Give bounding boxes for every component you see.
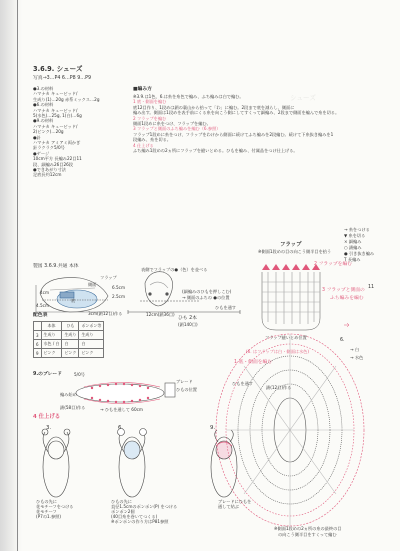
finish-num-6: 6. (118, 425, 124, 431)
materials-line: 10cm平方 長編み22目11 (33, 156, 82, 162)
finish3-line: ひもの先に (36, 499, 57, 504)
chart-foot-note1: ※側面1段めの2ヵ所の糸の最終の目 (274, 526, 342, 531)
materials-line: ●9.の材料 (33, 118, 54, 124)
braid-label-braid: ブレード (176, 379, 193, 384)
finish3-line: 花モチーフをつける (36, 504, 74, 509)
chart-flap-join: フラップ縫いとめ位置 (265, 335, 307, 340)
color-table-title: 配色表 (33, 313, 48, 318)
chart-step2: 2 フラップを編む (314, 262, 353, 267)
table-cell: 白 (79, 340, 104, 349)
label-soko: 底 (71, 298, 76, 303)
photo-pages: 写真→3…P4 6…P8 9…P9 (33, 76, 92, 81)
legend-line: → 糸をつける (344, 227, 370, 232)
finish6-line: ポンポン2個 (111, 509, 135, 514)
finish-num-3: 3. (46, 425, 52, 431)
instructions-line: ふち編み1段めの2ヵ所にフラップを縫いとめる。ひもを編み、付属品をつけ仕上げる。 (133, 148, 298, 153)
finish-title: 4 仕上げる (33, 414, 61, 420)
diagram-caption: 製図 3.6.9.共通 本体 (33, 264, 79, 269)
label-size-c: 2.5cm (112, 294, 126, 299)
flap-chart-scallops (262, 264, 320, 270)
ghost-text: シューズ (290, 94, 316, 102)
label-size-a: 6.5cm (112, 285, 126, 290)
materials-line: ●3.の材料 (33, 86, 54, 91)
instructions-line: フラップ1段めに糸をつけ、フラップをわけから側面に続けてふち編みを2段編む。続けて下糸抜き編みを1 (133, 131, 334, 137)
finish3-line: 花モチーフ (36, 509, 57, 514)
chart-label-white: → 白 (350, 347, 360, 352)
finish6-line: ※ポンポンの作り方はP81参照 (111, 519, 169, 524)
instructions-line: 4 仕上げる (133, 142, 154, 148)
instructions-line: 編み出す。側面は1段めを表手前にくる糸を向こう側にしてすくって細編み、2段まで側面を編んで糸を切る。 (133, 110, 340, 116)
label-size-f: 4.5cm (36, 303, 50, 308)
braid-label-chain: 鎖(58目)作る (60, 405, 86, 410)
chart-step1: 1 底・側面を編む (234, 360, 273, 365)
table-header-cell: ポンポン等 (79, 322, 104, 331)
finish-sketch-9 (211, 430, 237, 497)
legend-marks (344, 323, 349, 327)
legend-line: ○ 鎖編み (344, 245, 362, 250)
table-row (34, 331, 104, 340)
table-cell: 6 (34, 340, 42, 349)
legend-line: ▼ 糸を切る (344, 233, 366, 238)
label-rope-count: ひも 2本 (178, 316, 197, 321)
materials-line: ハマナカ キュービッド/ (33, 91, 78, 97)
table-row (34, 340, 104, 349)
materials-line: 針ラクラク5/0号 (33, 145, 65, 151)
materials-line: 段、細編み26目26段 (33, 161, 73, 167)
materials-line: ハマナカ キュービッド/ (33, 123, 78, 129)
chart-flap-note: ※側面1段めの目の向こう側半目を拾う (258, 249, 332, 254)
materials-line: ハマナカ キュービッド/ (33, 107, 78, 113)
materials-line: ●できあがり寸法 (33, 167, 66, 172)
legend-line: ● 引き抜き編み (344, 251, 375, 256)
braid-label-start: 編み始め (60, 392, 77, 397)
page-number: 11 (368, 285, 375, 290)
label-size-h: 12cm(鎖36目) (146, 312, 175, 317)
section-heading: ■編み方 (133, 87, 152, 92)
chart-rope-note: ひもを通す (232, 381, 253, 386)
finish-num-9: 9. (210, 425, 216, 431)
table-cell: 生成り (79, 331, 104, 340)
label-size-e: 4cm (40, 290, 50, 295)
braid-diagram (76, 383, 175, 404)
color-table (33, 321, 104, 358)
chart-label-6: 6. (340, 338, 345, 343)
table-cell: ピンク (62, 349, 79, 358)
label-sokomen: 側面 (88, 282, 97, 287)
label-rope-note3: ひもを通す (215, 305, 236, 310)
instructions-line: 1 底・側面を編む (133, 99, 167, 105)
braid-label-note: → ひもを通して 60cm (100, 407, 144, 412)
finish-sketch-6 (118, 429, 147, 498)
instructions-line: 段編み、糸を切る。 (133, 137, 171, 143)
label-rope-note: (細編みのひもを押しこむ) (182, 289, 232, 294)
materials-line: ●ゲージ (33, 150, 50, 156)
finish6-line: 直径1.5cmのポンポン(P) をつける (111, 504, 178, 509)
color-table-header (34, 322, 104, 331)
instructions-line: 2 フラップを編む (133, 115, 167, 121)
finish3-line: (P7の1.参照) (36, 514, 62, 519)
table-cell: 3 (34, 331, 42, 340)
table-cell: 生成り (62, 331, 79, 340)
chart-label-water: → 水色 (350, 355, 364, 360)
finish9-line: ブレードにひもを (218, 499, 252, 504)
instructions-line: 底12目作り、1段めは鎖の裏山から拾って「わ」に編む。2段まで底を減らし、側面に (133, 104, 295, 110)
chart-chain-note: 鎖(12目)作る (266, 385, 292, 390)
table-header-cell: 本体 (41, 322, 62, 331)
finish9-line: 通して結ぶ (218, 504, 239, 509)
braid-label-rope: ひもの位置 (176, 387, 197, 392)
chart-flap-title: フラップ (280, 242, 302, 248)
materials-line: ハマナカ アミアミ両かぎ (33, 140, 81, 145)
chart-foot-note2: の向こう側半目をすくって編む (278, 532, 337, 537)
legend-line: × 細編み (344, 239, 362, 244)
label-size-g: 3cm(鎖12目)作る (88, 311, 123, 316)
materials-line: 5(水色)…25g, 1(白)…6g (33, 113, 82, 118)
table-cell: 白 (62, 340, 79, 349)
finish6-line: ひもの先に (111, 499, 132, 504)
materials-line: ●6.の材料 (33, 102, 54, 108)
chart-step3-note: (6. はフラップは白・側面は水色) (246, 349, 309, 354)
table-cell: ピンク (79, 349, 104, 358)
table-cell: ピンク (41, 349, 62, 358)
materials-line: 足底長約12cm (33, 172, 62, 178)
finish-sketch-3 (42, 429, 70, 497)
table-cell: 生成り (41, 331, 62, 340)
braid-gauge: 5/0号 (74, 372, 85, 377)
instructions-line: ※3.9.は1色、6.は糸を糸色で編み、ふち編みは白で編む。 (133, 94, 244, 99)
materials-line: ●針 (33, 134, 41, 140)
materials-line: 生成り(1)…20g 赤系ミックス…2g (33, 96, 100, 102)
label-chain-count: (鎖140目) (178, 322, 198, 327)
table-cell: 水色 / 白 (41, 340, 62, 349)
label-rope-note2: → 側面のふちの ●の位置 (182, 295, 230, 300)
table-header-cell: ひも (62, 322, 79, 331)
instructions-line: 3 フラップと側面のふち編みを編む（6.参照） (133, 126, 221, 132)
flap-chart (262, 272, 320, 330)
legend-line: T 長編み (344, 257, 361, 262)
label-flap: フラップ (100, 275, 117, 280)
finish6-line: (40目糸を巻いてつくる) (111, 514, 158, 519)
braid-caption: 9.のブレード (33, 372, 62, 377)
instructions-line: 側面1段めに糸をつけ、フラップを編む。 (133, 121, 211, 126)
table-header-cell (34, 322, 42, 331)
page-title: 3.6.9. シューズ (33, 65, 83, 73)
chart-step3b: ふち編みを編む (330, 296, 364, 301)
label-flap-placement: 表側でフラップの●（色）を並べる (141, 267, 208, 272)
materials-line: 2(ピンク)…20g (33, 129, 64, 135)
table-cell: 9 (34, 349, 42, 358)
chart-step3a: 3 フラップと側面の (322, 288, 365, 293)
table-row (34, 349, 104, 358)
